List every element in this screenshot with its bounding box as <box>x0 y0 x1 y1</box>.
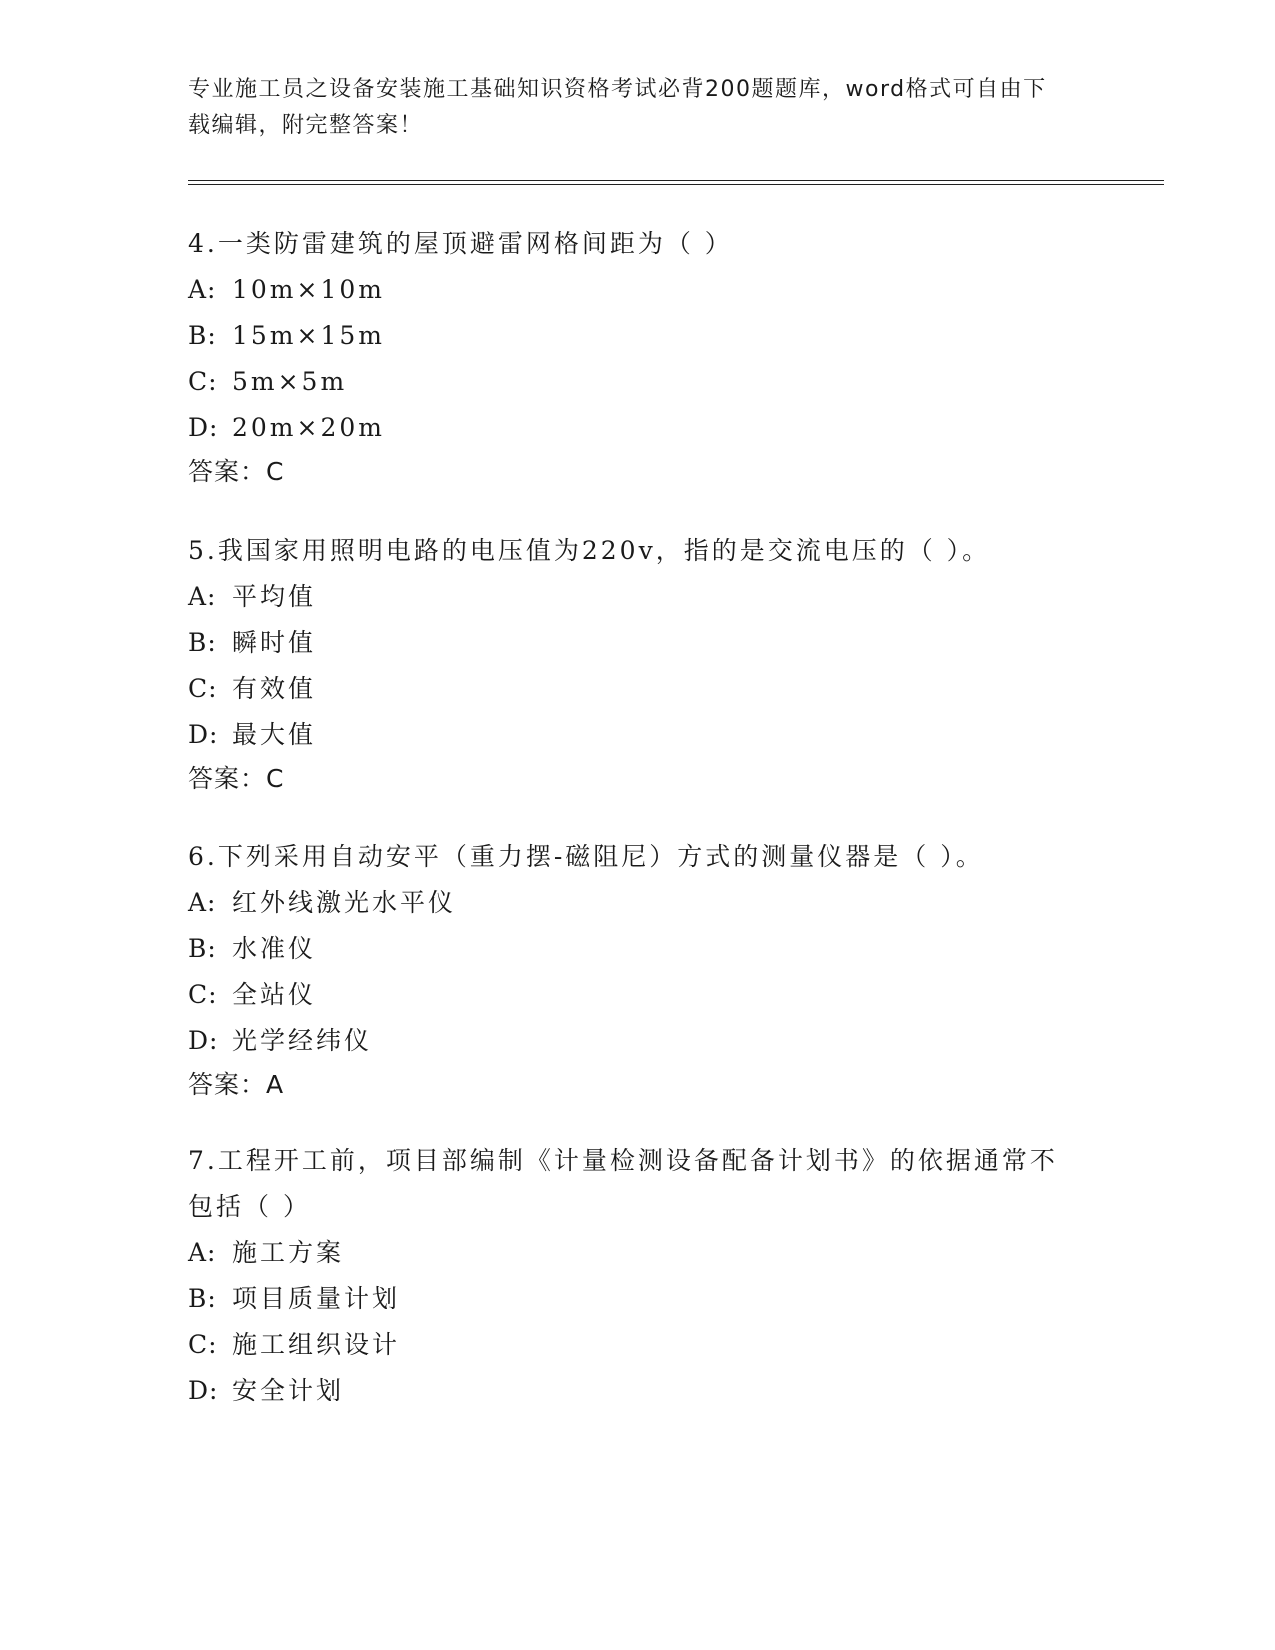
option-key: D: <box>188 1026 219 1055</box>
option-text: 15m×15m <box>232 321 385 350</box>
option-key: D: <box>188 720 219 749</box>
question-stem: 7.工程开工前，项目部编制《计量检测设备配备计划书》的依据通常不包括（ ） <box>188 1146 1058 1221</box>
option-text: 水准仪 <box>232 934 317 963</box>
option-b <box>188 620 1088 666</box>
option-b <box>188 1276 1088 1322</box>
option-key: C: <box>188 1330 218 1359</box>
option-text: 红外线激光水平仪 <box>232 888 457 917</box>
header-title: 专业施工员之设备安装施工基础知识资格考试必背200题题库，word格式可自由下载编辑，附完整答案！ <box>188 77 1047 138</box>
option-text: 施工组织设计 <box>232 1330 401 1359</box>
option-text: 全站仪 <box>232 980 317 1009</box>
option-a <box>188 574 1088 620</box>
option-text: 施工方案 <box>232 1238 345 1267</box>
option-c <box>188 666 1088 712</box>
header-divider-top <box>188 180 1164 181</box>
answer-label: 答案：C <box>188 457 285 486</box>
option-text: 安全计划 <box>232 1376 345 1405</box>
option-d <box>188 1368 1088 1414</box>
option-key: B: <box>188 321 217 350</box>
option-d <box>188 712 1088 758</box>
option-text: 20m×20m <box>232 413 385 442</box>
option-key: B: <box>188 628 217 657</box>
option-key: A: <box>188 1238 217 1267</box>
option-b <box>188 926 1088 972</box>
option-text: 项目质量计划 <box>232 1284 401 1313</box>
question-5 <box>188 528 1088 800</box>
question-stem: 5.我国家用照明电路的电压值为220v，指的是交流电压的（ ）。 <box>188 536 991 565</box>
question-4 <box>188 221 1088 493</box>
option-key: A: <box>188 582 217 611</box>
option-key: A: <box>188 888 217 917</box>
option-c <box>188 1322 1088 1368</box>
option-d <box>188 1018 1088 1064</box>
document-header <box>188 72 1068 144</box>
option-text: 最大值 <box>232 720 317 749</box>
option-text: 瞬时值 <box>232 628 317 657</box>
question-stem: 4.一类防雷建筑的屋顶避雷网格间距为（ ） <box>188 229 733 258</box>
option-c <box>188 972 1088 1018</box>
question-stem: 6.下列采用自动安平（重力摆-磁阻尼）方式的测量仪器是（ ）。 <box>188 842 984 871</box>
option-key: A: <box>188 275 217 304</box>
header-divider-bottom <box>188 184 1164 185</box>
option-key: C: <box>188 980 218 1009</box>
option-key: C: <box>188 367 218 396</box>
question-7 <box>188 1138 1088 1414</box>
option-key: D: <box>188 413 219 442</box>
option-a <box>188 267 1088 313</box>
option-a <box>188 880 1088 926</box>
option-key: D: <box>188 1376 219 1405</box>
option-key: B: <box>188 1284 217 1313</box>
option-text: 光学经纬仪 <box>232 1026 373 1055</box>
option-key: C: <box>188 674 218 703</box>
option-key: B: <box>188 934 217 963</box>
answer-label: 答案：A <box>188 1070 285 1099</box>
question-6 <box>188 834 1088 1106</box>
option-text: 平均值 <box>232 582 317 611</box>
option-b <box>188 313 1088 359</box>
option-c <box>188 359 1088 405</box>
option-d <box>188 405 1088 451</box>
option-text: 有效值 <box>232 674 317 703</box>
option-text: 10m×10m <box>232 275 385 304</box>
option-a <box>188 1230 1088 1276</box>
option-text: 5m×5m <box>232 367 348 396</box>
answer-label: 答案：C <box>188 764 285 793</box>
